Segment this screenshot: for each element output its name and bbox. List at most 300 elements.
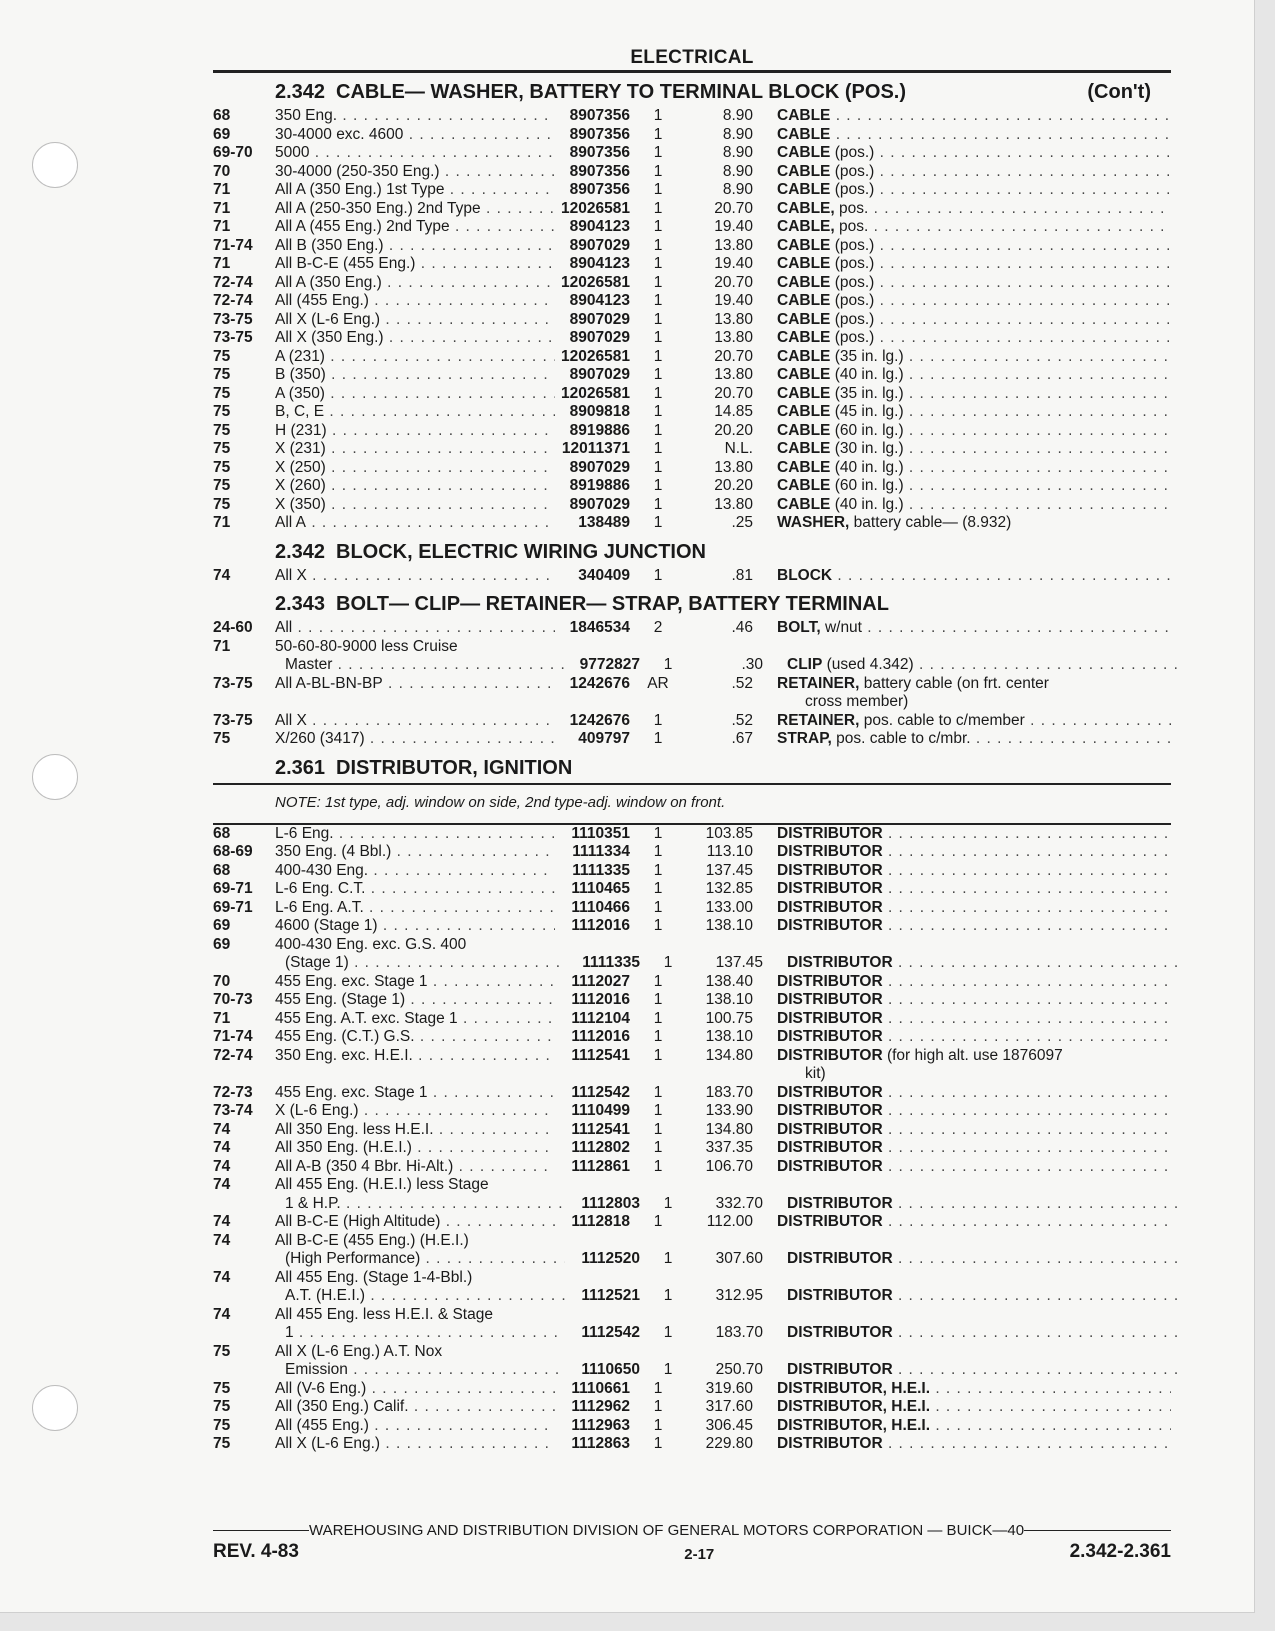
- page-title: ELECTRICAL: [630, 47, 754, 68]
- quantity: [630, 1343, 678, 1362]
- quantity: 1: [653, 384, 663, 402]
- price: 112.00: [706, 1213, 753, 1230]
- parts-row: [213, 329, 1171, 348]
- application-text: L-6 Eng. C.T.: [275, 880, 366, 897]
- application-text: All 350 Eng. (H.E.I.): [275, 1139, 412, 1156]
- page-footer: [213, 1522, 1171, 1563]
- model-year: 72-74: [213, 273, 253, 291]
- item-name: DISTRIBUTOR: [777, 972, 883, 990]
- application-text: 1: [285, 1324, 294, 1341]
- price: 137.45: [705, 861, 753, 879]
- parts-row: [213, 385, 1171, 404]
- price: 14.85: [714, 403, 753, 420]
- item-name: DISTRIBUTOR: [777, 1213, 883, 1230]
- part-number: [555, 1343, 630, 1362]
- application-text: 30-4000 (250-350 Eng.): [275, 162, 440, 180]
- parts-row: [213, 1417, 1171, 1436]
- parts-row: [213, 973, 1171, 992]
- parts-row: [213, 730, 1171, 749]
- item-name: DISTRIBUTOR: [787, 1361, 893, 1378]
- part-number: 1112016: [571, 917, 630, 934]
- item-name: STRAP,: [777, 730, 832, 747]
- part-number: 8907356: [569, 125, 630, 143]
- model-year: 71: [213, 218, 231, 235]
- part-number: 12026581: [561, 347, 630, 365]
- model-year: [213, 954, 275, 973]
- quantity: 1: [653, 880, 663, 897]
- description: [763, 954, 1181, 973]
- application: [275, 1417, 555, 1436]
- price: .30: [741, 656, 763, 673]
- model-year: 71-74: [213, 1028, 253, 1045]
- item-name: CABLE: [777, 144, 831, 161]
- application-text: (High Performance): [285, 1250, 421, 1267]
- application-text: X (L-6 Eng.): [275, 1102, 359, 1119]
- part-number: 1112016: [571, 1028, 630, 1045]
- quantity: 1: [653, 292, 663, 309]
- price: 133.00: [705, 898, 753, 916]
- price: [678, 638, 753, 657]
- quantity: 1: [653, 917, 663, 934]
- parts-row: [213, 1047, 1171, 1066]
- item-note: (pos.): [834, 292, 875, 309]
- application: [275, 619, 555, 638]
- part-number: 12026581: [561, 273, 630, 291]
- section-title: BOLT— CLIP— RETAINER— STRAP, BATTERY TERMINAL: [336, 593, 889, 615]
- continuation-text: kit): [805, 1065, 826, 1082]
- parts-row: [213, 1435, 1171, 1454]
- application-text: All X: [275, 566, 307, 584]
- part-number: 8907029: [569, 329, 630, 346]
- application: [275, 348, 555, 367]
- item-name: CABLE: [777, 107, 831, 124]
- application-text: All A-B (350 4 Bbr. Hi-Alt.): [275, 1157, 454, 1175]
- parts-row: [213, 514, 1171, 533]
- item-name: DISTRIBUTOR: [777, 1046, 883, 1064]
- model-year: 74: [213, 1213, 231, 1230]
- section-header: [213, 537, 1171, 567]
- item-name: CABLE: [777, 477, 831, 494]
- item-name: CABLE,: [777, 218, 835, 235]
- application: [275, 638, 555, 657]
- quantity: 1: [653, 495, 663, 513]
- price: 319.60: [705, 1379, 753, 1397]
- part-number: [555, 1306, 630, 1325]
- application: [275, 954, 565, 973]
- price: [678, 1176, 753, 1195]
- item-name: DISTRIBUTOR, H.E.I.: [777, 1416, 931, 1434]
- description: [753, 1158, 1171, 1177]
- application-text: All X: [275, 711, 307, 729]
- application: [275, 1269, 555, 1288]
- application: [275, 1102, 555, 1121]
- application: [275, 403, 555, 422]
- application: [275, 1343, 555, 1362]
- application-text: 30-4000 exc. 4600: [275, 125, 404, 143]
- section-title: DISTRIBUTOR, IGNITION: [336, 756, 573, 779]
- description: [753, 1121, 1171, 1140]
- part-number: 1110499: [571, 1102, 630, 1119]
- quantity: 1: [653, 991, 663, 1008]
- part-number: 1846534: [569, 619, 630, 636]
- model-year: 74: [213, 1176, 231, 1193]
- application-text: All A (455 Eng.) 2nd Type: [275, 218, 450, 235]
- section-number: 2.342: [275, 540, 326, 563]
- application: [275, 385, 555, 404]
- application: [275, 163, 555, 182]
- application-text: All (455 Eng.): [275, 292, 369, 309]
- quantity: 1: [653, 440, 663, 457]
- description: [753, 1232, 1171, 1251]
- model-year: [213, 1195, 275, 1214]
- item-note: (pos.): [834, 162, 875, 180]
- item-name: CABLE: [777, 292, 831, 309]
- model-year: 75: [213, 366, 231, 383]
- price: 20.70: [714, 273, 753, 291]
- application: [275, 1195, 565, 1214]
- application: [275, 1121, 555, 1140]
- model-year: 24-60: [213, 619, 253, 636]
- description: [753, 311, 1171, 330]
- item-note: (pos.): [834, 181, 875, 198]
- application: [275, 862, 555, 881]
- parts-row: [213, 1195, 1171, 1214]
- quantity: 1: [653, 1046, 663, 1064]
- description: [753, 107, 1171, 126]
- price: [678, 1343, 753, 1362]
- description: [753, 477, 1171, 496]
- item-note: (pos.): [834, 144, 875, 161]
- application-text: All B-C-E (455 Eng.): [275, 255, 416, 272]
- item-name: CABLE: [777, 273, 831, 291]
- model-year: 75: [213, 730, 231, 747]
- price: 183.70: [715, 1324, 763, 1341]
- quantity: 1: [653, 199, 663, 217]
- part-number: 1111334: [572, 843, 630, 860]
- description: [753, 1380, 1171, 1399]
- application-text: All (350 Eng.) Calif.: [275, 1398, 409, 1415]
- description: [753, 843, 1171, 862]
- parts-row: [213, 936, 1171, 955]
- item-name: CABLE: [777, 366, 831, 383]
- quantity: 1: [653, 347, 663, 365]
- item-name: CABLE: [777, 162, 831, 180]
- application: [275, 1306, 555, 1325]
- application: [275, 1287, 565, 1306]
- item-name: DISTRIBUTOR: [787, 1287, 893, 1304]
- part-number: 1110351: [571, 824, 630, 842]
- description: [753, 255, 1171, 274]
- quantity: 1: [653, 421, 663, 439]
- item-name: CABLE: [777, 495, 831, 513]
- quantity: 1: [653, 1083, 663, 1101]
- part-number: [555, 1176, 630, 1195]
- model-year: 74: [213, 1305, 231, 1323]
- parts-row: [213, 1010, 1171, 1029]
- quantity: 1: [653, 1120, 663, 1138]
- quantity: 1: [653, 403, 663, 420]
- quantity: 1: [663, 1287, 673, 1304]
- description: [753, 917, 1171, 936]
- description: [763, 1287, 1181, 1306]
- application-text: All A-BL-BN-BP: [275, 674, 383, 692]
- part-number: 8907356: [569, 181, 630, 198]
- quantity: 1: [663, 1250, 673, 1267]
- item-note: w/nut: [824, 619, 862, 636]
- model-year: 73-75: [213, 310, 253, 328]
- part-number: 1110466: [571, 898, 630, 916]
- item-note: battery cable— (8.932): [853, 514, 1012, 531]
- parts-row: [213, 1361, 1171, 1380]
- part-number: 8907356: [569, 144, 630, 161]
- parts-row: [213, 163, 1171, 182]
- application: [275, 973, 555, 992]
- binder-hole: [32, 1385, 78, 1431]
- item-note: (for high alt. use 1876097: [886, 1046, 1063, 1064]
- application-text: (Stage 1): [285, 954, 349, 971]
- application: [275, 440, 555, 459]
- price: 8.90: [722, 107, 753, 124]
- model-year: 75: [213, 421, 231, 439]
- parts-row: [213, 144, 1171, 163]
- parts-row: [213, 348, 1171, 367]
- model-year: [213, 1287, 275, 1306]
- part-number: 340409: [578, 566, 630, 584]
- application: [275, 1250, 565, 1269]
- application-text: All A (350 Eng.): [275, 273, 382, 291]
- parts-row: [213, 292, 1171, 311]
- parts-row: [213, 825, 1171, 844]
- application: [275, 422, 555, 441]
- section-title: BLOCK, ELECTRIC WIRING JUNCTION: [336, 540, 706, 563]
- price: .25: [731, 514, 753, 531]
- part-number: 1242676: [569, 674, 630, 692]
- item-note: (45 in. lg.): [834, 403, 904, 420]
- quantity: 1: [653, 1139, 663, 1156]
- application-text: A (231): [275, 347, 325, 365]
- part-number: 8919886: [569, 477, 630, 494]
- description: [753, 422, 1171, 441]
- parts-row: [213, 181, 1171, 200]
- part-number: 1112542: [571, 1083, 630, 1101]
- quantity: 1: [653, 1379, 663, 1397]
- quantity: 1: [653, 458, 663, 476]
- footer-division-line: [213, 1522, 1171, 1539]
- application-text: All X (L-6 Eng.): [275, 1435, 381, 1452]
- price: 113.10: [706, 843, 753, 860]
- model-year: [213, 1361, 275, 1380]
- application: [275, 1324, 565, 1343]
- parts-row: [213, 477, 1171, 496]
- price: 100.75: [705, 1009, 753, 1027]
- parts-row: [213, 1213, 1171, 1232]
- application-text: All X (L-6 Eng.): [275, 310, 381, 328]
- description: [753, 144, 1171, 163]
- price: 137.45: [715, 954, 763, 971]
- model-year: 75: [213, 1379, 231, 1397]
- description: [753, 1139, 1171, 1158]
- application: [275, 1380, 555, 1399]
- section-header: [213, 77, 1171, 107]
- model-year: 70: [213, 972, 231, 990]
- price: 8.90: [722, 162, 753, 180]
- quantity: 1: [653, 125, 663, 143]
- item-name: DISTRIBUTOR: [777, 1120, 883, 1138]
- item-note: pos.: [839, 199, 869, 217]
- quantity: 1: [663, 656, 673, 673]
- parts-listing: [213, 77, 1171, 1454]
- application-text: 455 Eng. exc. Stage 1: [275, 1083, 428, 1101]
- item-name: CABLE: [777, 310, 831, 328]
- price: 312.95: [715, 1287, 763, 1304]
- quantity: 1: [653, 972, 663, 990]
- section-note: NOTE: 1st type, adj. window on side, 2nd type-adj. window on front.: [275, 793, 726, 811]
- description: [753, 385, 1171, 404]
- item-note: battery cable (on frt. center: [863, 674, 1049, 692]
- part-number: 12011371: [561, 440, 630, 457]
- application: [275, 311, 555, 330]
- parts-row: [213, 843, 1171, 862]
- item-note: (40 in. lg.): [834, 366, 904, 383]
- item-name: DISTRIBUTOR: [777, 1157, 883, 1175]
- parts-row: [213, 991, 1171, 1010]
- price: 19.40: [714, 292, 753, 309]
- model-year: 75: [213, 477, 231, 494]
- model-year: 68: [213, 861, 231, 879]
- parts-row: [213, 675, 1171, 694]
- description: [753, 973, 1171, 992]
- quantity: 1: [653, 730, 663, 747]
- description: [753, 991, 1171, 1010]
- description: [753, 1269, 1171, 1288]
- parts-row: [213, 619, 1171, 638]
- quantity: 1: [653, 329, 663, 346]
- application-text: All X (L-6 Eng.) A.T. Nox: [275, 1342, 443, 1360]
- price: .52: [731, 711, 753, 729]
- part-number: 1112016: [571, 991, 630, 1008]
- quantity: 1: [653, 366, 663, 383]
- parts-row: [213, 1287, 1171, 1306]
- parts-row: [213, 1139, 1171, 1158]
- part-number: 1112542: [581, 1324, 640, 1341]
- application-text: 455 Eng. A.T. exc. Stage 1: [275, 1009, 458, 1027]
- application: [275, 843, 555, 862]
- parts-row: [213, 1028, 1171, 1047]
- parts-row: [213, 200, 1171, 219]
- item-note: (35 in. lg.): [834, 347, 904, 365]
- header-rule: [213, 70, 1171, 73]
- model-year: 73-74: [213, 1102, 253, 1119]
- quantity: 1: [653, 898, 663, 916]
- description: [753, 459, 1171, 478]
- application-text: X (260): [275, 477, 326, 494]
- price: 20.20: [714, 421, 753, 439]
- page-content: [213, 40, 1171, 1454]
- part-number: 12026581: [561, 384, 630, 402]
- description: [753, 403, 1171, 422]
- item-note: (35 in. lg.): [834, 384, 904, 402]
- part-number: 8909818: [569, 403, 630, 420]
- model-year: 74: [213, 1268, 231, 1286]
- model-year: 69: [213, 125, 231, 143]
- application: [275, 477, 555, 496]
- model-year: 75: [213, 1416, 231, 1434]
- part-number: 1112027: [571, 972, 630, 990]
- part-number: 138489: [578, 514, 630, 531]
- section-range: 2.342-2.361: [1069, 1541, 1171, 1562]
- parts-row: [213, 638, 1171, 657]
- item-name: DISTRIBUTOR: [777, 1102, 883, 1119]
- price: 19.40: [714, 255, 753, 272]
- quantity: 2: [653, 619, 663, 636]
- quantity: 1: [653, 273, 663, 291]
- application: [275, 1084, 555, 1103]
- application-text: All A (250-350 Eng.) 2nd Type: [275, 199, 481, 217]
- part-number: 1111335: [582, 954, 640, 971]
- description: [763, 1324, 1181, 1343]
- quantity: 1: [653, 477, 663, 494]
- part-number: [555, 1269, 630, 1288]
- part-number: 8904123: [569, 218, 630, 235]
- application-text: 400-430 Eng.: [275, 861, 369, 879]
- price: 20.70: [714, 199, 753, 217]
- item-name: DISTRIBUTOR: [777, 861, 883, 879]
- quantity: 1: [653, 1102, 663, 1119]
- price: 19.40: [714, 218, 753, 235]
- model-year: 68-69: [213, 843, 253, 860]
- item-name: CABLE: [777, 255, 831, 272]
- parts-row: [213, 255, 1171, 274]
- description: [753, 1102, 1171, 1121]
- application: [275, 144, 555, 163]
- description: [753, 126, 1171, 145]
- quantity: [630, 1176, 678, 1195]
- description: [763, 1250, 1181, 1269]
- description: [753, 274, 1171, 293]
- item-name: DISTRIBUTOR: [777, 917, 883, 934]
- application: [275, 1158, 555, 1177]
- price: .67: [731, 730, 753, 747]
- quantity: [630, 638, 678, 657]
- model-year: 72-74: [213, 292, 253, 309]
- item-note: (60 in. lg.): [834, 421, 904, 439]
- quantity: 1: [653, 843, 663, 860]
- description: [753, 1435, 1171, 1454]
- application: [275, 1361, 565, 1380]
- model-year: 75: [213, 495, 231, 513]
- description: [753, 675, 1171, 694]
- part-number: 1112541: [571, 1120, 630, 1138]
- price: 332.70: [715, 1194, 763, 1212]
- quantity: 1: [653, 1009, 663, 1027]
- binder-hole: [32, 754, 78, 800]
- parts-row: [213, 899, 1171, 918]
- item-name: DISTRIBUTOR: [787, 1194, 893, 1212]
- part-number: 8907029: [569, 495, 630, 513]
- model-year: 75: [213, 458, 231, 476]
- part-number: 1112802: [571, 1139, 630, 1156]
- item-name: CABLE: [777, 329, 831, 346]
- item-name: CABLE: [777, 440, 831, 457]
- part-number: 1111335: [572, 861, 630, 879]
- quantity: 1: [653, 566, 663, 584]
- application: [275, 1028, 555, 1047]
- parts-row: [213, 126, 1171, 145]
- application-text: 455 Eng. (C.T.) G.S.: [275, 1028, 415, 1045]
- item-note: (40 in. lg.): [834, 495, 904, 513]
- item-note: (pos.): [834, 236, 875, 254]
- revision-label: REV. 4-83: [213, 1541, 299, 1562]
